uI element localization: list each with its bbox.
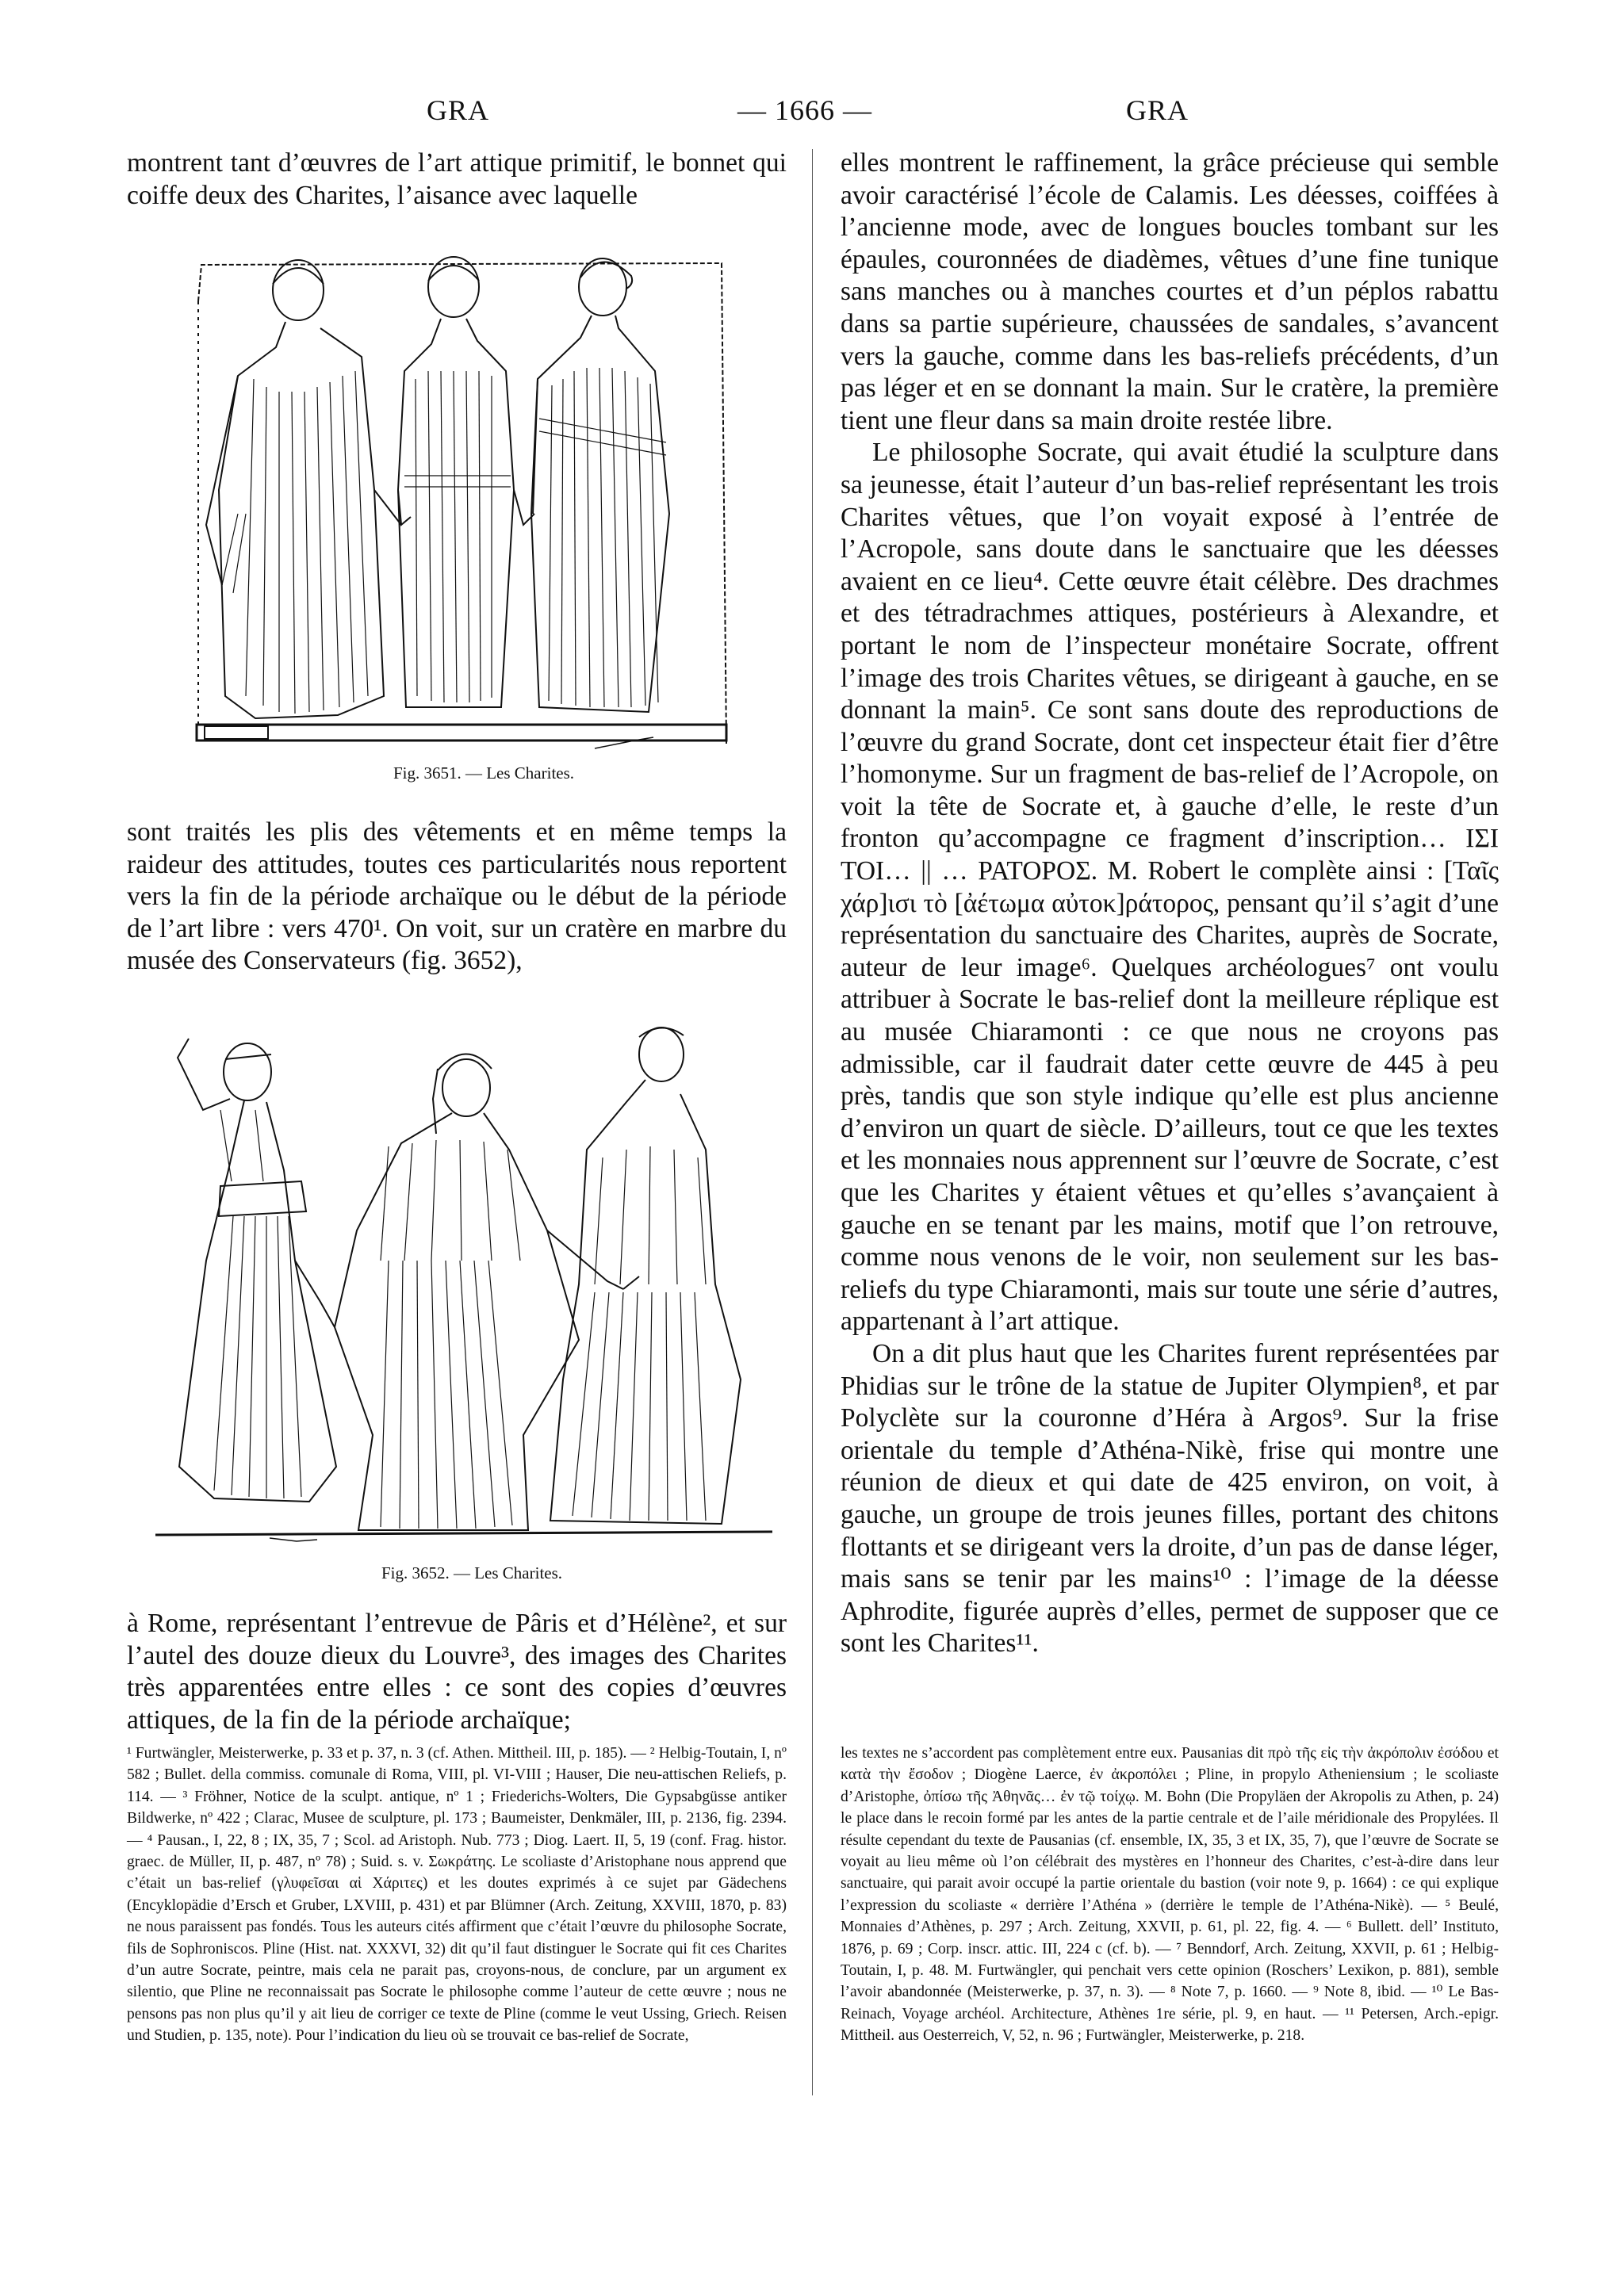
page-number: — 1666 — [737, 94, 872, 126]
right-paragraph-2: Le philosophe Socrate, qui avait étudié la sculpture dans sa jeunesse, était l’auteur d’un bas-relief représentant les trois Charites vêtues, que l’on voyait exposé à l’entrée de l’Acropole, sans doute dans le sanctuaire que les déesses avaient en ce lieu⁴. Cette œuvre était célèbre. Des drachmes et des tétradrachmes attiques, postérieurs à Alexandre, et portant le nom de l’inspecteur monétaire Socrate, offrent l’image des trois Charites vêtues, se dirigeant à gauche, en se donnant la main⁵. Ce sont sans doute des reproductions de l’œuvre du grand Socrate, dont cet inspecteur était fier d’être l’homonyme. Sur un fragment de bas-relief de l’Acropole, on voit la tête de Socrate et, à gauche d’elle, le reste d’un fronton qu’accompagne ce fragment d’inscription… ΙΣΙ ΤΟΙ… || … ΡΑΤΟΡΟΣ. M. Robert le complète ainsi : [Ταῖς χάρ]ισι τὸ [ἀέτωμα αὐτοκ]ράτορος, pensant qu’il s’agit d’une représentation du sanctuaire des Charites, auprès de Socrate, auteur de leur image⁶. Quelques archéologues⁷ ont voulu attribuer à Socrate le bas-relief dont la meilleure réplique est au musée Chiaramonti : ce que nous ne croyons pas admissible, car il faudrait dater cette œuvre de 445 à peu près, tandis que son style indique qu’elle est plus ancienne d’environ un quart de siècle. D’ailleurs, tout ce que les textes et les monnaies nous apprennent sur l’œuvre de Socrate, c’est que les Charites y étaient vêtues et qu’elles s’avançaient à gauche en se tenant par les mains, motif que l’on retrouve, comme nous venons de le voir, non seulement sur les bas-reliefs du type Chiaramonti, mais sur toute une série d’autres, appartenant à l’art attique. [841, 438, 1499, 1337]
figure-3652-crater [151, 1023, 777, 1556]
left-footnotes-text: ¹ Furtwängler, Meisterwerke, p. 33 et p. 37, n. 3 (cf. Athen. Mittheil. III, p. 185). — ² Helbig-Toutain, I, nº 582 ; Bullet. della commiss. comunale di Roma, VIII, pl. VI-VIII ; Hauser, Die neu-attischen Reliefs, p. 114. — ³ Fröhner, Notice de la sculpt. antique, nº 1 ; Friederichs-Wolters, Die Gypsabgüsse antiker Bildwerke, nº 422 ; Clarac, Musee de sculpture, pl. 173 ; Baumeister, Denkmäler, III, p. 2136, fig. 2394. — ⁴ Pausan., I, 22, 8 ; IX, 35, 7 ; Scol. ad Aristoph. Nub. 773 ; Diog. Laert. II, 5, 19 (conf. Frag. histor. graec. de Müller, II, p. 487, nº 78) ; Suid. s. v. Σωκράτης. Le scoliaste d’Aristophane nous apprend que c’était un bas-relief (γλυφεῖσαι αἱ Χάριτες) et les doutes exprimés à ce sujet par Gädechens (Encyklopädie d’Ersch et Gruber, LXVIII, p. 431) et par Blümner (Arch. Zeitung, XXVIII, 1870, p. 83) ne nous paraissent pas fondés. Tous les auteurs cités affirment que c’était l’œuvre du philosophe Socrate, fils de Sophroniscos. Pline (Hist. nat. XXXVI, 32) dit qu’il faut distinguer le Socrate qui fit ces Charites d’un autre Socrate, peintre, mais cela ne parait pas, croyons-nous, de conclure, par un argument ex silentio, que Pline ne reconnaissait pas Socrate le philosophe comme l’auteur de cette œuvre ; nous ne pensons pas non plus qu’il y ait lieu de corriger ce texte de Pline (comme le veut Ussing, Griech. Reisen und Studien, p. 135, note). Pour l’indication du lieu où se trouvait ce bas-relief de Socrate, [127, 1745, 787, 2045]
left-footnotes [127, 1743, 787, 2047]
figure-3651-caption: Fig. 3651. — Les Charites. [393, 763, 575, 783]
left-middle-text [127, 817, 787, 978]
left-intro-text [127, 147, 787, 212]
right-body-text [841, 147, 1499, 1660]
right-footnotes-text: les textes ne s’accordent pas complètement entre eux. Pausanias dit πρὸ τῆς εἰς τὴν ἀκρόπολιν ἐσόδου et κατὰ τὴν ἔσοδον ; Diogène Laerce, ἐν ἀκροπόλει ; Pline, in propylo Atheniensium ; le scoliaste d’Aristophe, ὀπίσω τῆς Ἀθηνᾶς… ἐν τῷ τοίχῳ. M. Bohn (Die Propyläen der Akropolis zu Athen, p. 24) le place dans le recoin formé par les antes de la partie centrale et de l’aile méridionale des Propylées. Il résulte cependant du texte de Pausanias (cf. ensemble, IX, 35, 3 et IX, 35, 7), que l’œuvre de Socrate se voyait au lieu même où l’on célébrait des mystères en l’honneur des Charites, c’est-à-dire dans leur sanctuaire, qui parait avoir occupé la partie orientale du bastion (voir note 9, p. 1664) : ce qui explique l’expression du scoliaste « derrière l’Athéna » (derrière le temple de l’Athéna-Nikè). — ⁵ Beulé, Monnaies d’Athènes, p. 297 ; Arch. Zeitung, XXVII, p. 61, pl. 22, fig. 4. — ⁶ Bullett. dell’ Instituto, 1876, p. 69 ; Corp. inscr. attic. III, 224 c (cf. b). — ⁷ Benndorf, Arch. Zeitung, XXVII, p. 61 ; Helbig-Toutain, I, p. 48. M. Furtwängler, qui penchait vers cette opinion (Roschers’ Lexikon, p. 881), semble l’avoir abandonnée (Meisterwerke, p. 37, n. 3). — ⁸ Note 7, p. 1660. — ⁹ Note 8, ibid. — ¹⁰ Le Bas-Reinach, Voyage archéol. Architecture, Athènes 1re série, pl. 9, en haut. — ¹¹ Petersen, Arch.-epigr. Mittheil. aus Oesterreich, V, 52, n. 96 ; Furtwängler, Meisterwerke, p. 218. [841, 1745, 1499, 2045]
left-intro-paragraph: montrent tant d’œuvres de l’art attique primitif, le bonnet qui coiffe deux des Charites, l’aisance avec laquelle [127, 148, 787, 210]
column-divider [812, 149, 813, 2095]
left-middle-paragraph: sont traités les plis des vêtements et en même temps la raideur des attitudes, toutes ces particularités nous reportent vers la fin de la période archaïque ou le début de la période de l’art libre : vers 470¹. On voit, sur un cratère en marbre du musée des Conservateurs (fig. 3652), [127, 817, 787, 976]
running-head-right: GRA [1126, 94, 1189, 126]
left-end-text [127, 1608, 787, 1736]
left-end-paragraph: à Rome, représentant l’entrevue de Pâris et d’Hélène², et sur l’autel des douze dieux du Louvre³, des images des Charites très apparentées entre elles : ce sont des copies d’œuvres attiques, de la fin de la période archaïque; [127, 1609, 787, 1735]
figure-3651-relief [190, 252, 736, 756]
right-paragraph-3: On a dit plus haut que les Charites furent représentées par Phidias sur le trône de la statue de Jupiter Olympien⁸, et par Polyclète sur la couronne d’Héra à Argos⁹. Sur la frise orientale du temple d’Athéna-Nikè, frise qui montre une réunion de dieux et qui date de 425 environ, on voit, à gauche, un groupe de trois jeunes filles, portant des chitons flottants et se dirigeant vers la droite, d’un pas de danse léger, mais sans se tenir par les mains¹⁰ : l’image de la déesse Aphrodite, figurée auprès d’elles, permet de supposer que ce sont les Charites¹¹. [841, 1338, 1499, 1659]
right-paragraph-1: elles montrent le raffinement, la grâce précieuse qui semble avoir caractérisé l’école de Calamis. Les déesses, coiffées à l’ancienne mode, avec de longues boucles tombant sur les épaules, couronnées de diadèmes, vêtues d’une fine tunique sans manches ou à manches courtes et d’un péplos rabattu dans sa partie supérieure, chaussées de sandales, s’avancent vers la gauche, comme dans les bas-reliefs précédents, d’un pas léger et en se donnant la main. Sur le cratère, la première tient une fleur dans sa main droite restée libre. [841, 148, 1499, 435]
right-footnotes [841, 1743, 1499, 2047]
running-head-left: GRA [427, 94, 490, 126]
figure-3652-caption: Fig. 3652. — Les Charites. [381, 1563, 563, 1582]
